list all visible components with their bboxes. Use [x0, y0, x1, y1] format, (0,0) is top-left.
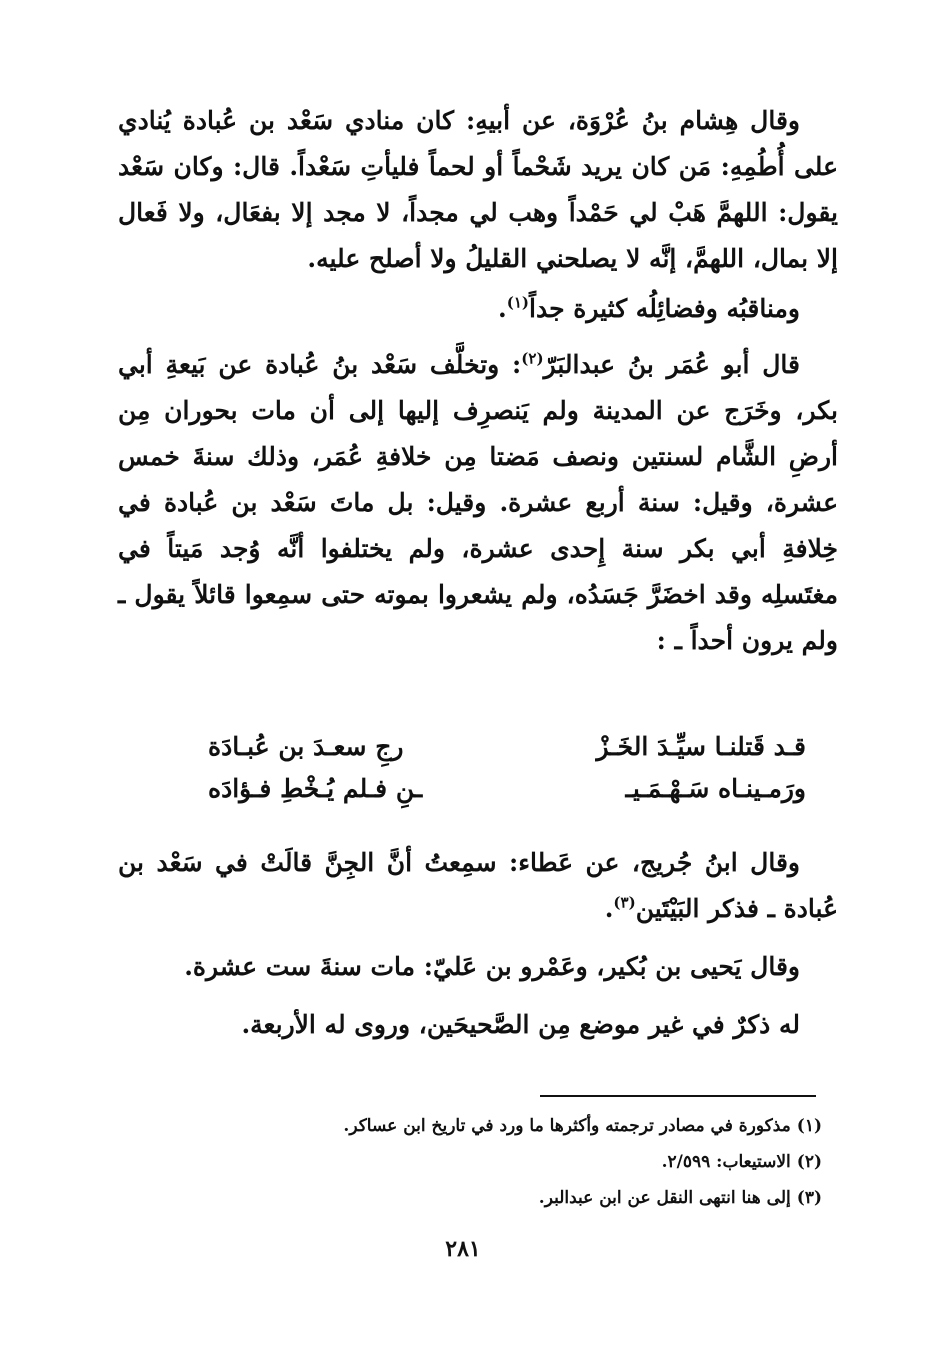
footnote-1: [200, 1108, 822, 1144]
poem-verse-1-second-half: رجِ سعـدَ بن عُبـادَة: [208, 732, 404, 761]
poem-verse-2: [118, 768, 838, 810]
footnote-1-number: (١): [796, 1116, 822, 1136]
footnotes: [200, 1108, 822, 1216]
footnote-ref-1: (١): [506, 293, 529, 312]
main-text: [118, 98, 838, 664]
abu-umar-intro: قال أبو عُمَر بنُ عبدالبَرّ: [543, 350, 800, 379]
footnote-ref-3: (٣): [613, 893, 636, 912]
poem-verse-1-first-half: قـد قَتلنـا سيِّـدَ الخَـزْ: [596, 732, 806, 761]
footnote-2-text: الاستيعاب: ٢/٥٩٩.: [661, 1152, 791, 1172]
ibn-jurayj-text: وقال ابنُ جُريج، عن عَطاء: سمِعتُ أنَّ الجِنَّ قالَتْ في سَعْد بن عُبادة ـ فذكر البَيْتَين: [118, 848, 838, 923]
footnote-2-number: (٢): [796, 1152, 822, 1172]
paragraph-ibn-jurayj: [118, 840, 838, 932]
paragraph-hisham: وقال هِشام بنُ عُرْوَة، عن أبيهِ: كان منادي سَعْد بن عُبادة يُنادي على أُطُمِهِ: مَن كان يريد شَحْماً أو لحماً فليأتِ سَعْداً. قال: وكان سَعْد يقول: اللهمَّ هَبْ لي حَمْداً وهب لي مجداً، لا مجد إلا بفعَال، ولا فَعال إلا بمال، اللهمَّ، إنَّه لا يصلحني القليلُ ولا أصلح عليه.: [118, 106, 838, 273]
poem-verse-2-second-half: ـنِ فـلم يُـخْطِ فـؤادَه: [208, 774, 423, 803]
main-text-lower: [118, 840, 838, 1048]
footnote-1-text: مذكورة في مصادر ترجمته وأكثرها ما ورد في تاريخ ابن عساكر.: [343, 1116, 791, 1136]
poem-block: [118, 726, 838, 810]
footnote-3-number: (٣): [796, 1188, 822, 1208]
poem-verse-1: [118, 726, 838, 768]
ibn-jurayj-end: .: [604, 894, 614, 923]
paragraph-abu-umar: [118, 342, 838, 664]
footnote-divider: [540, 1095, 816, 1097]
page-number: ٢٨١: [445, 1236, 481, 1262]
poem: [118, 726, 838, 810]
virtues-text: ومناقبُه وفضائِلُه كثيرة جداً: [529, 294, 800, 323]
paragraph-yahya: وقال يَحيى بن بُكير، وعَمْرو بن عَليّ: مات سنةَ ست عشرة.: [184, 952, 800, 981]
footnote-2: [200, 1144, 822, 1180]
footnote-ref-2: (٢): [521, 349, 544, 368]
paragraph-sahihayn: له ذكرٌ في غير موضع مِن الصَّحيحَين، وروى له الأربعة.: [241, 1010, 800, 1039]
footnote-3-text: إلى هنا انتهى النقل عن ابن عبدالبر.: [538, 1188, 791, 1208]
footnote-3: [200, 1180, 822, 1216]
poem-verse-2-first-half: ورَمـينـاه سَـهْـمَـيـ: [625, 774, 806, 803]
virtues-end: .: [498, 294, 507, 323]
paragraph-virtues: [118, 286, 838, 332]
abu-umar-text: : وتخلَّف سَعْد بنُ عُبادة عن بَيعةِ أبي بكر، وخَرَج عن المدينة ولم يَنصرِف إليها إلى أن مات بحوران مِن أرضِ الشَّام لسنتين ونصف مَضتا مِن خلافةِ عُمَر، وذلك سنةَ خمس عشرة، وقيل: سنة أربع عشرة. وقيل: بل ماتَ سَعْد بن عُبادة في خِلافةِ أبي بكر سنة إِحدى عشرة، ولم يختلفوا أنَّه وُجد مَيتاً في مغتَسلِه وقد اخضَرَّ جَسَدُه، ولم يشعروا بموته حتى سمِعوا قائلاً يقول ـ ولم يرون أحداً ـ :: [118, 350, 838, 655]
